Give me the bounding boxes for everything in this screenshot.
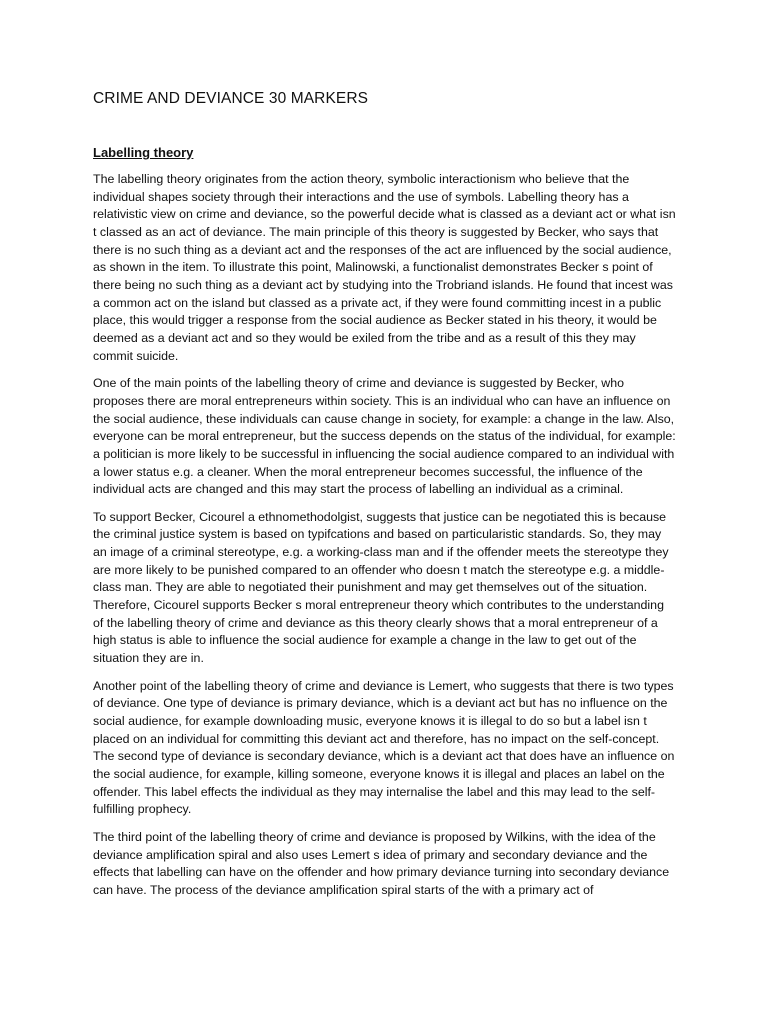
document-page: [93, 88, 677, 910]
document-title: CRIME AND DEVIANCE 30 MARKERS: [93, 90, 369, 107]
paragraph-4: Another point of the labelling theory of crime and deviance is Lemert, who suggests that there is two types of deviance. One type of deviance is primary deviance, which is a deviant act but has no influence on the social audience, for example downloading music, everyone knows it is illegal to do so but a label isn t placed on an individual for committing this deviant act and therefore, has no impact on the self-concept. The second type of deviance is secondary deviance, which is a deviant act that does have an influence on the social audience, for example, killing someone, everyone knows it is illegal and places an label on the offender. This label effects the individual as they may internalise the label and this may lead to the self-fulfilling prophecy.: [93, 678, 675, 817]
paragraph-3: To support Becker, Cicourel a ethnomethodolgist, suggests that justice can be negotiated this is because the criminal justice system is based on typifcations and based on particularistic standards. So, they may an image of a criminal stereotype, e.g. a working-class man and if the offender meets the stereotype they are more likely to be punished compared to an offender who doesn t match the stereotype e.g. a middle-class man. They are able to negotiated their punishment and may get themselves out of the situation. Therefore, Cicourel supports Becker s moral entrepreneur theory which contributes to the understanding of the labelling theory of crime and deviance as this theory clearly shows that a moral entrepreneur of a high status is able to influence the social audience for example a change in the law to get out of the situation they are in.: [93, 509, 669, 666]
paragraph-5: The third point of the labelling theory of crime and deviance is proposed by Wilkins, with the idea of the deviance amplification spiral and also uses Lemert s idea of primary and secondary deviance and the effects that labelling can have on the offender and how primary deviance turning into secondary deviance can have. The process of the deviance amplification spiral starts of the with a primary act of: [93, 829, 670, 897]
paragraph-2: One of the main points of the labelling theory of crime and deviance is suggested by Becker, who proposes there are moral entrepreneurs within society. This is an individual who can have an influence on the social audience, these individuals can cause change in society, for example: a change in the law. Also, everyone can be moral entrepreneur, but the success depends on the status of the individual, for example: a politician is more likely to be successful in influencing the social audience compared to an individual with a lower status e.g. a cleaner. When the moral entrepreneur becomes successful, the influence of the individual acts are changed and this may start the process of labelling an individual as a criminal.: [93, 376, 676, 497]
paragraph-1: The labelling theory originates from the action theory, symbolic interactionism who believe that the individual shapes society through their interactions and the use of symbols. Labelling theory has a relativistic view on crime and deviance, so the powerful decide what is classed as a deviant act or what isn t classed as an act of deviance. The main principle of this theory is suggested by Becker, who says that there is no such thing as a deviant act and the responses of the act are influenced by the social audience, as shown in the item. To illustrate this point, Malinowski, a functionalist demonstrates Becker s point of there being no such thing as a deviant act by studying into the Trobriand islands. He found that incest was a common act on the island but classed as a private act, if they were found committing incest in a public place, this would trigger a response from the social audience as Becker stated in his theory, it would be deemed as a deviant act and so they would be exiled from the tribe and as a result of this they may commit suicide.: [93, 172, 676, 363]
section-heading: Labelling theory: [93, 145, 194, 160]
